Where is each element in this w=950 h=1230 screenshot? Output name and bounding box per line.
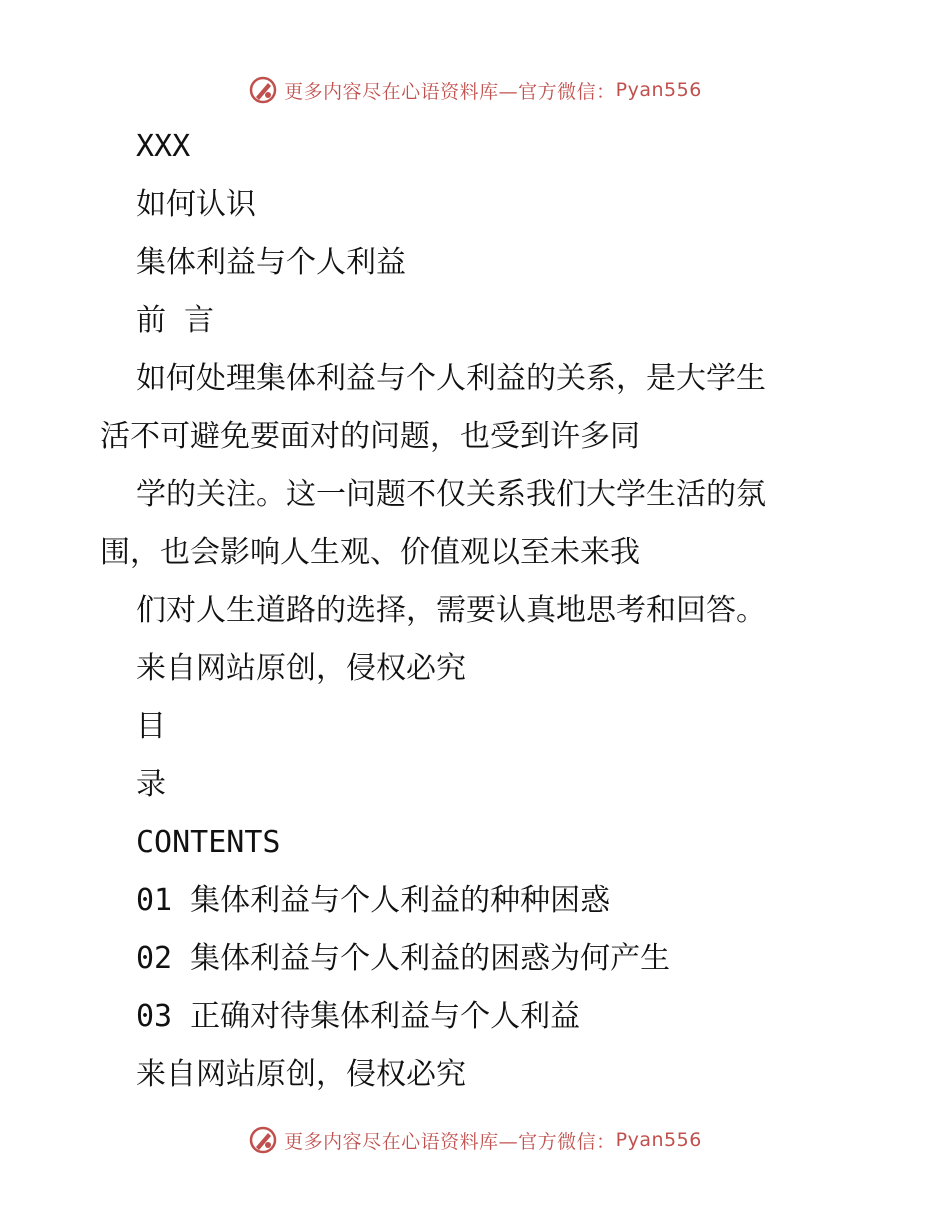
toc-item: 03 正确对待集体利益与个人利益 [136, 999, 581, 1034]
preface-line: 围，也会影响人生观、价值观以至未来我 [100, 535, 640, 570]
footer-banner [0, 1120, 950, 1160]
banner-contact: Pyan556 [615, 1129, 702, 1151]
banner-text: 更多内容尽在心语资料库—官方微信： [284, 80, 616, 103]
author: XXX [136, 129, 191, 164]
toc-heading-en: CONTENTS [136, 825, 281, 860]
toc-item: 02 集体利益与个人利益的困惑为何产生 [136, 941, 671, 976]
banner-contact: Pyan556 [615, 79, 702, 101]
copyright-notice: 来自网站原创，侵权必究 [136, 1057, 466, 1092]
toc-item: 01 集体利益与个人利益的种种困惑 [136, 883, 611, 918]
toc-heading: 目 [136, 709, 166, 744]
pen-logo-icon [248, 75, 278, 105]
preface-line: 如何处理集体利益与个人利益的关系，是大学生 [136, 361, 766, 396]
preface-line: 们对人生道路的选择，需要认真地思考和回答。 [136, 593, 766, 628]
document-body [100, 118, 860, 1104]
title-line-1: 如何认识 [136, 187, 256, 222]
preface-heading: 前 言 [136, 303, 215, 338]
title-line-2: 集体利益与个人利益 [136, 245, 406, 280]
copyright-notice: 来自网站原创，侵权必究 [136, 651, 466, 686]
pen-logo-icon [248, 1125, 278, 1155]
header-banner [0, 70, 950, 110]
preface-line: 学的关注。这一问题不仅关系我们大学生活的氛 [136, 477, 766, 512]
banner-text: 更多内容尽在心语资料库—官方微信： [284, 1130, 616, 1153]
toc-heading: 录 [136, 767, 166, 802]
preface-line: 活不可避免要面对的问题，也受到许多同 [100, 419, 640, 454]
